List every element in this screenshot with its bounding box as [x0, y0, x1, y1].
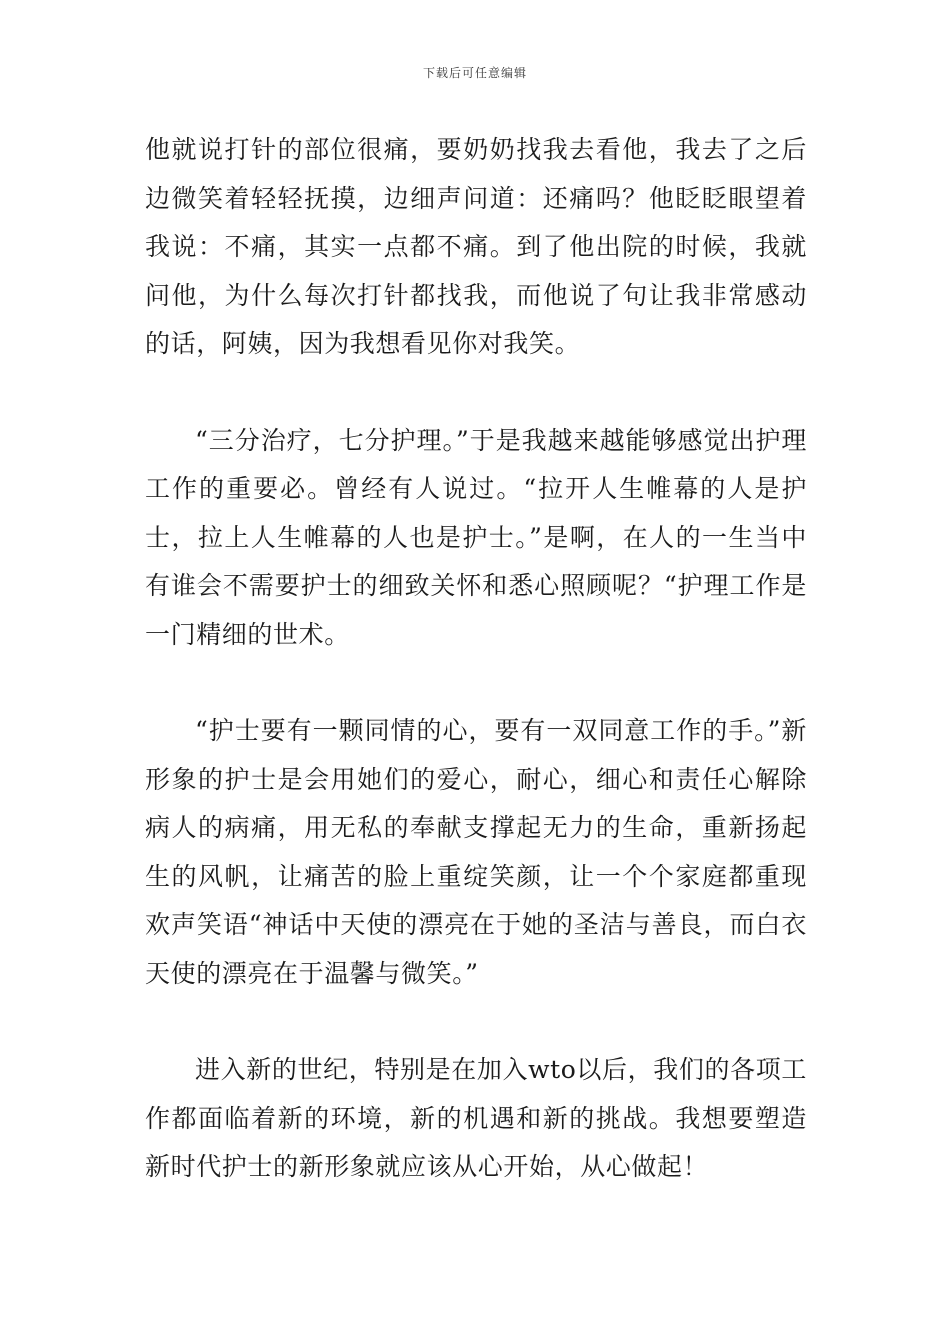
paragraph-2: “三分治疗，七分护理。”于是我越来越能够感觉出护理工作的重要必。曾经有人说过。“拉开人生帷幕的人是护士，拉上人生帷幕的人也是护士。”是啊，在人的一生当中有谁会不需要护士的细致关怀和悉心照顾呢？“护理工作是一门精细的世术。	[145, 425, 807, 649]
paragraph-gap	[145, 659, 807, 707]
paragraph-3: “护士要有一颗同情的心，要有一双同意工作的手。”新形象的护士是会用她们的爱心，耐心，细心和责任心解除病人的病痛，用无私的奉献支撑起无力的生命，重新扬起生的风帆，让痛苦的脸上重绽笑颜，让一个个家庭都重现欢声笑语“神话中天使的漂亮在于她的圣洁与善良，而白衣天使的漂亮在于温馨与微笑。”	[145, 716, 807, 988]
paragraph-4: 进入新的世纪，特别是在加入wto以后，我们的各项工作都面临着新的环境，新的机遇和新的挑战。我想要塑造新时代护士的新形象就应该从心开始，从心做起！	[145, 1055, 807, 1181]
paragraph-1: 他就说打针的部位很痛，要奶奶找我去看他，我去了之后边微笑着轻轻抚摸，边细声问道：还痛吗？他眨眨眼望着我说：不痛，其实一点都不痛。到了他出院的时候，我就问他，为什么每次打针都找我，而他说了句让我非常感动的话，阿姨，因为我想看见你对我笑。	[145, 135, 807, 358]
paragraph-gap	[145, 369, 807, 417]
page-header: 下载后可任意编辑	[422, 66, 527, 80]
document-body	[145, 126, 807, 1192]
paragraph-gap	[145, 998, 807, 1046]
